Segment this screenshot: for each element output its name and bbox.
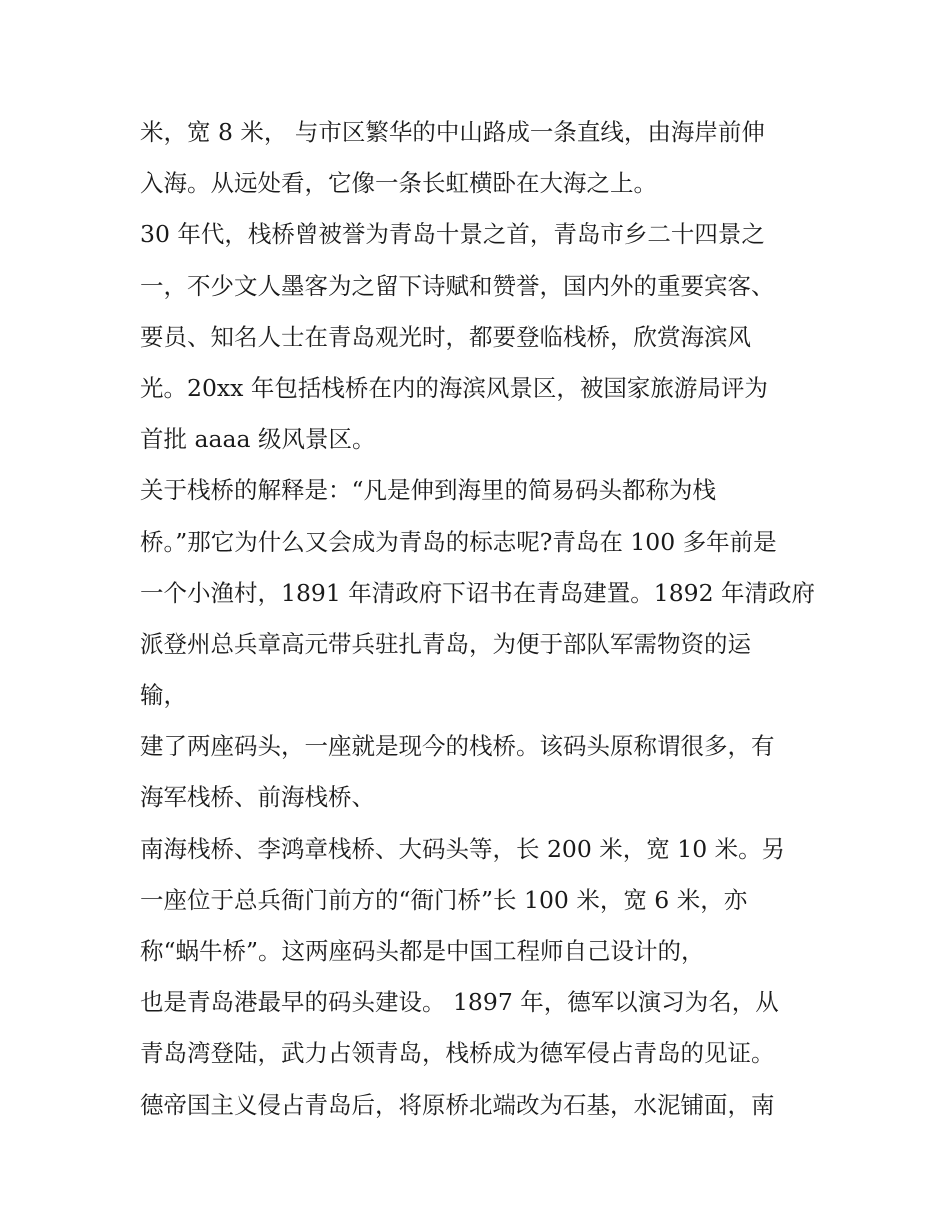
text-line: 建了两座码头，一座就是现今的栈桥。该码头原称谓很多，有 xyxy=(140,732,775,761)
text-line: 南海栈桥、李鸿章栈桥、大码头等，长 200 米，宽 10 米。另 xyxy=(140,834,786,863)
text-line: 派登州总兵章高元带兵驻扎青岛，为便于部队军需物资的运 xyxy=(140,629,751,658)
text-line: 也是青岛港最早的码头建设。 1897 年，德军以演习为名，从 xyxy=(140,988,779,1017)
text-line: 一，不少文人墨客为之留下诗赋和赞誉，国内外的重要宾客、 xyxy=(140,271,775,300)
text-line: 要员、知名人士在青岛观光时，都要登临栈桥，欣赏海滨风 xyxy=(140,322,751,351)
text-line: 首批 aaaa 级风景区。 xyxy=(140,425,376,454)
text-line: 光。20xx 年包括栈桥在内的海滨风景区，被国家旅游局评为 xyxy=(140,373,768,402)
text-line: 海军栈桥、前海栈桥、 xyxy=(140,783,375,812)
text-line: 输， xyxy=(140,681,187,710)
text-line: 德帝国主义侵占青岛后，将原桥北端改为石基，水泥铺面，南 xyxy=(140,1090,775,1119)
text-line: 30 年代，栈桥曾被誉为青岛十景之首，青岛市乡二十四景之 xyxy=(140,220,765,249)
text-line: 入海。从远处看，它像一条长虹横卧在大海之上。 xyxy=(140,169,657,198)
text-line: 青岛湾登陆，武力占领青岛，栈桥成为德军侵占青岛的见证。 xyxy=(140,1039,775,1068)
document-body xyxy=(140,107,830,1131)
text-line: 一个小渔村，1891 年清政府下诏书在青岛建置。1892 年清政府 xyxy=(140,578,816,607)
text-line: 称“蜗牛桥”。这两座码头都是中国工程师自己设计的， xyxy=(140,937,705,965)
text-line: 桥。”那它为什么又会成为青岛的标志呢?青岛在 100 多年前是 xyxy=(140,527,777,556)
text-line: 一座位于总兵衙门前方的“衙门桥”长 100 米，宽 6 米，亦 xyxy=(140,885,748,914)
text-line: 米，宽 8 米， 与市区繁华的中山路成一条直线，由海岸前伸 xyxy=(140,118,765,146)
text-line: 关于栈桥的解释是：“凡是伸到海里的简易码头都称为栈 xyxy=(140,476,717,505)
